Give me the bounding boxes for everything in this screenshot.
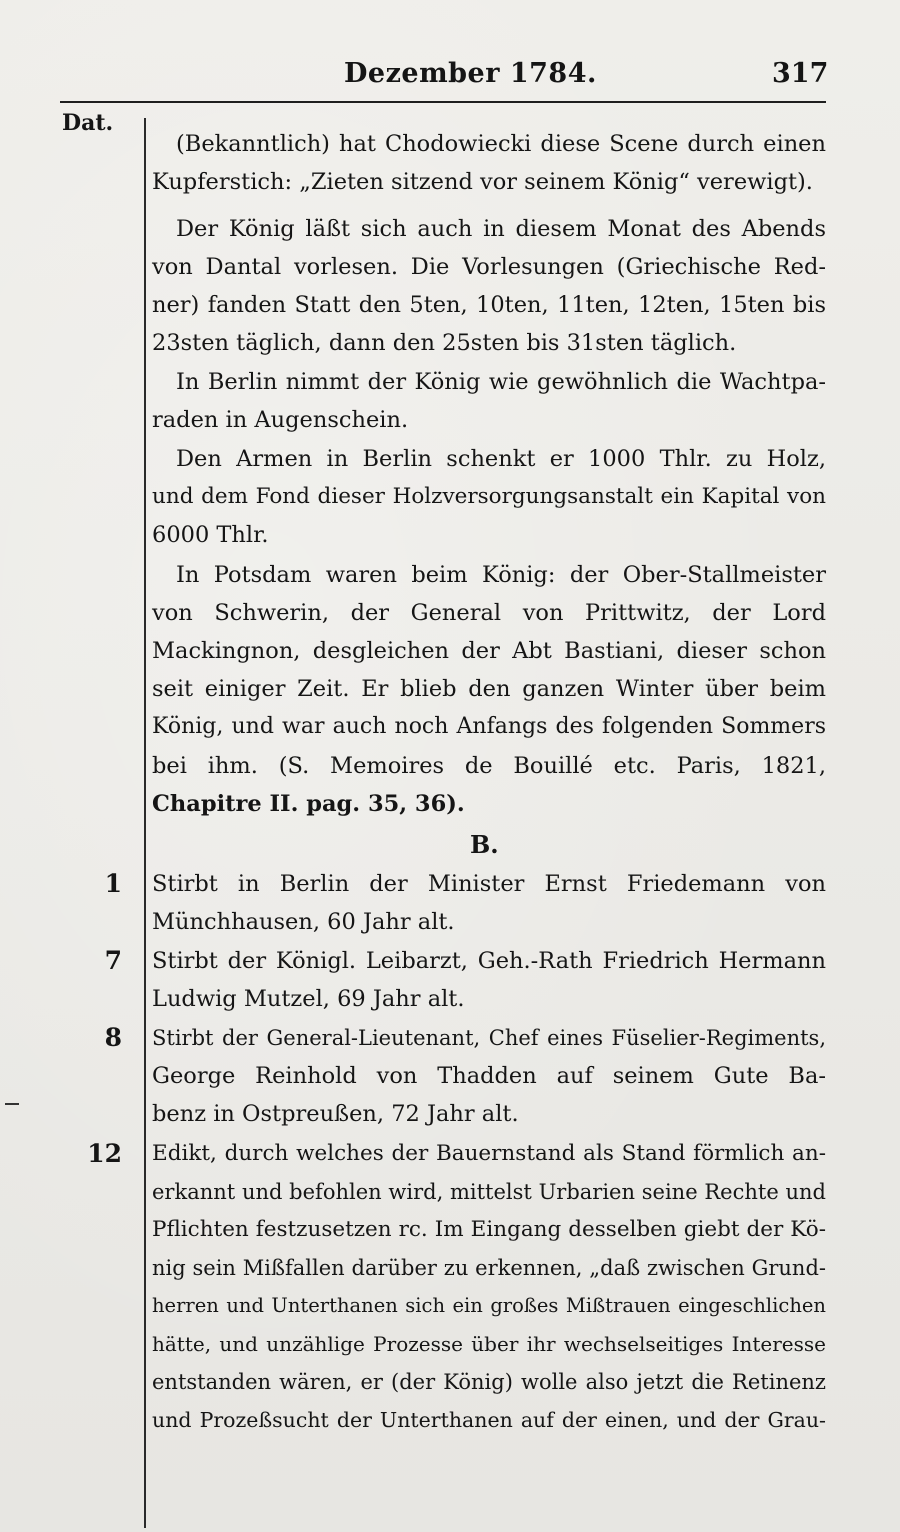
text-line: und Prozeßsucht der Unterthanen auf der einen, und der Grau- — [152, 1408, 826, 1432]
text-line: Mackingnon, desgleichen der Abt Bastiani, dieser schon — [152, 638, 826, 664]
day-number: 7 — [104, 946, 122, 975]
text-line: 23sten täglich, dann den 25sten bis 31sten täglich. — [152, 330, 737, 356]
text-line: bei ihm. (S. Memoires de Bouillé etc. Paris, 1821, — [152, 753, 826, 779]
date-column-label: Dat. — [62, 110, 114, 136]
text-line: George Reinhold von Thadden auf seinem Gute Ba- — [152, 1063, 826, 1089]
text-line: raden in Augenschein. — [152, 407, 409, 433]
text-line: (Bekanntlich) hat Chodowiecki diese Scene durch einen — [176, 131, 826, 157]
text-line: In Potsdam waren beim König: der Ober-Stallmeister — [176, 562, 826, 588]
text-line: benz in Ostpreußen, 72 Jahr alt. — [152, 1101, 519, 1127]
text-line: herren und Unterthanen sich ein großes Mißtrauen eingeschlichen — [152, 1294, 826, 1317]
text-line: Edikt, durch welches der Bauernstand als Stand förmlich an- — [152, 1141, 826, 1166]
running-head — [0, 52, 900, 92]
running-title: Dezember 1784. — [344, 58, 597, 89]
text-line: nig sein Mißfallen darüber zu erkennen, „daß zwischen Grund- — [152, 1256, 826, 1280]
text-line: Der König läßt sich auch in diesem Monat des Abends — [176, 216, 826, 242]
margin-mark — [5, 1103, 19, 1105]
text-line: Münchhausen, 60 Jahr alt. — [152, 909, 455, 935]
text-line: hätte, und unzählige Prozesse über ihr wechselseitiges Interesse — [152, 1332, 826, 1356]
text-line: von Dantal vorlesen. Die Vorlesungen (Griechische Red- — [152, 254, 826, 280]
text-line: Stirbt der General-Lieutenant, Chef eines Füselier-Regiments, — [152, 1026, 826, 1050]
text-line: von Schwerin, der General von Prittwitz, der Lord — [152, 600, 826, 626]
text-line: ner) fanden Statt den 5ten, 10ten, 11ten, 12ten, 15ten bis — [152, 292, 826, 318]
text-line: Pflichten festzusetzen rc. Im Eingang desselben giebt der Kö- — [152, 1217, 826, 1242]
text-line: seit einiger Zeit. Er blieb den ganzen Winter über beim — [152, 676, 826, 702]
section-heading: B. — [470, 830, 499, 859]
text-line: Ludwig Mutzel, 69 Jahr alt. — [152, 986, 465, 1012]
text-line: Chapitre II. pag. 35, 36). — [152, 791, 465, 817]
day-number: 8 — [104, 1023, 122, 1052]
text-line: Den Armen in Berlin schenkt er 1000 Thlr. zu Holz, — [176, 446, 826, 472]
date-column-rule — [144, 118, 146, 1528]
text-line: 6000 Thlr. — [152, 522, 269, 548]
text-line: In Berlin nimmt der König wie gewöhnlich die Wachtpa- — [176, 369, 826, 395]
text-line: Kupferstich: „Zieten sitzend vor seinem König“ verewigt). — [152, 169, 813, 195]
text-line: erkannt und befohlen wird, mittelst Urbarien seine Rechte und — [152, 1180, 826, 1204]
day-number: 1 — [104, 869, 122, 898]
text-line: Stirbt in Berlin der Minister Ernst Friedemann von — [152, 871, 826, 897]
page-number: 317 — [772, 58, 829, 89]
header-rule — [60, 101, 826, 103]
text-line: entstanden wären, er (der König) wolle also jetzt die Retinenz — [152, 1370, 826, 1394]
text-line: Stirbt der Königl. Leibarzt, Geh.-Rath Friedrich Hermann — [152, 948, 826, 974]
text-line: und dem Fond dieser Holzversorgungsanstalt ein Kapital von — [152, 484, 826, 509]
day-number: 12 — [87, 1139, 122, 1168]
text-line: König, und war auch noch Anfangs des folgenden Sommers — [152, 714, 826, 739]
